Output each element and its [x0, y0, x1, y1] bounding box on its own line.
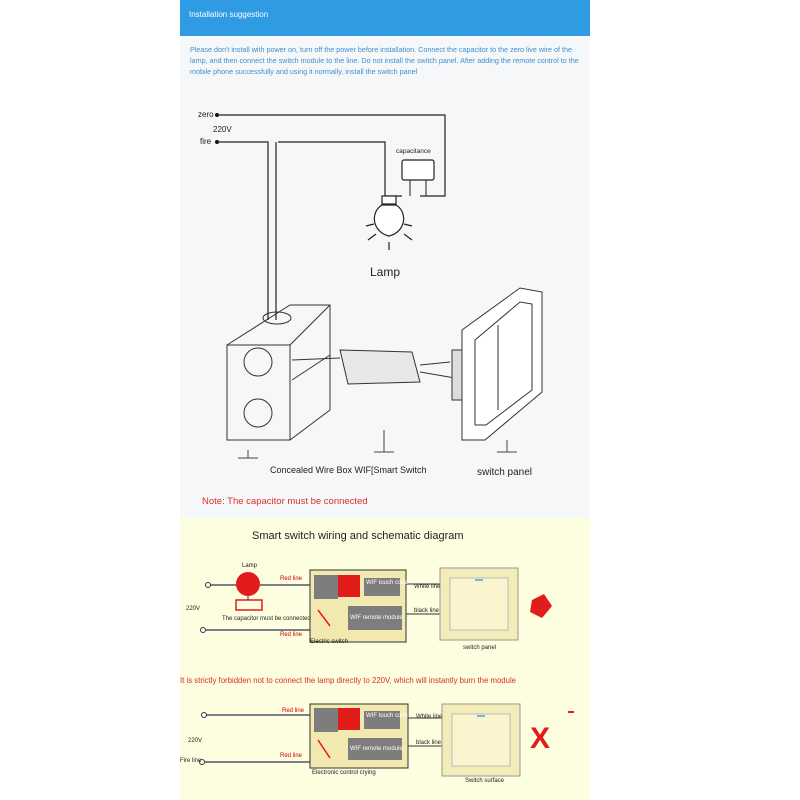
red-line-1-label: Red line — [280, 576, 303, 582]
wif-remote-2-label: WIF remote module — [350, 746, 403, 752]
capacitance-label: capacitance — [396, 148, 431, 155]
terminal-2a — [202, 713, 207, 718]
capacitor-note-1: The capacitor must be connected — [222, 616, 311, 622]
switch-panel-1-label: switch panel — [463, 645, 497, 651]
white-line-2-label: White line — [416, 714, 443, 720]
wif-touch-2-label: WIF touch code — [366, 713, 409, 719]
wif-touch-1-label: WIF touch code — [366, 580, 409, 586]
red-line-1b-label: Red line — [280, 632, 303, 638]
module-1-red-part — [338, 575, 360, 597]
fire-label: fire — [200, 137, 212, 146]
concealed-wire-box — [227, 305, 330, 440]
red-line-2-label: Red line — [282, 708, 305, 714]
lamp-bulb-icon — [366, 196, 412, 250]
box-caption: Concealed Wire Box WIF[Smart Switch — [270, 465, 427, 475]
v220-1-label: 220V — [186, 606, 201, 612]
zero-label: zero — [198, 110, 214, 119]
white-line-1-label: White line — [414, 584, 441, 590]
x-mark-icon: X — [530, 722, 551, 755]
capacitor-1-icon — [236, 600, 262, 610]
installation-instructions: Please don't install with power on, turn off the power before installation. Connect the capacitor to the zero live wire of the lamp, and then connect the switch module to the line. Do not install the switch panel. After adding the remote control to the mobile phone successfully and using it normally, install the switch panel — [190, 45, 579, 76]
smart-switch-module — [292, 350, 455, 384]
switch-surface-label: Switch surface — [465, 778, 505, 784]
electronic-control-label: Electronic control crying — [312, 770, 376, 776]
voltage-label: 220V — [213, 125, 232, 134]
module-1-part — [314, 575, 338, 599]
schematic-title: Smart switch wiring and schematic diagram — [252, 530, 464, 542]
capacitor-note: Note: The capacitor must be connected — [202, 496, 368, 507]
lamp-1-label: Lamp — [242, 563, 258, 569]
switch-panel-drawing — [452, 288, 542, 440]
module-2-red-part — [338, 708, 360, 730]
switch-panel-label: switch panel — [477, 467, 533, 478]
wires — [217, 115, 445, 320]
installation-wiring-diagram — [180, 0, 590, 518]
terminal-1a — [206, 583, 211, 588]
capacitor-icon — [402, 160, 434, 196]
lamp-label: Lamp — [370, 265, 401, 279]
fire-line-label: Fire line — [180, 758, 202, 764]
v220-2-label: 220V — [188, 738, 203, 744]
electric-switch-label: Electric switch — [310, 639, 349, 645]
lamp-1-icon — [236, 572, 260, 596]
header-title: Installation suggestion — [189, 10, 269, 19]
black-line-2-label: black line — [416, 740, 442, 746]
red-line-2b-label: Red line — [280, 753, 303, 759]
black-line-1-label: black line — [414, 608, 440, 614]
wif-remote-1-label: WIF remote module — [350, 615, 403, 621]
red-fragment-1 — [530, 594, 552, 618]
terminal-1b — [201, 628, 206, 633]
installation-panel — [180, 0, 590, 518]
schematic-diagrams — [180, 518, 590, 800]
schematic-panel — [180, 518, 590, 800]
warning-text: It is strictly forbidden not to connect the lamp directly to 220V, which will instantly burn the module — [180, 676, 517, 685]
